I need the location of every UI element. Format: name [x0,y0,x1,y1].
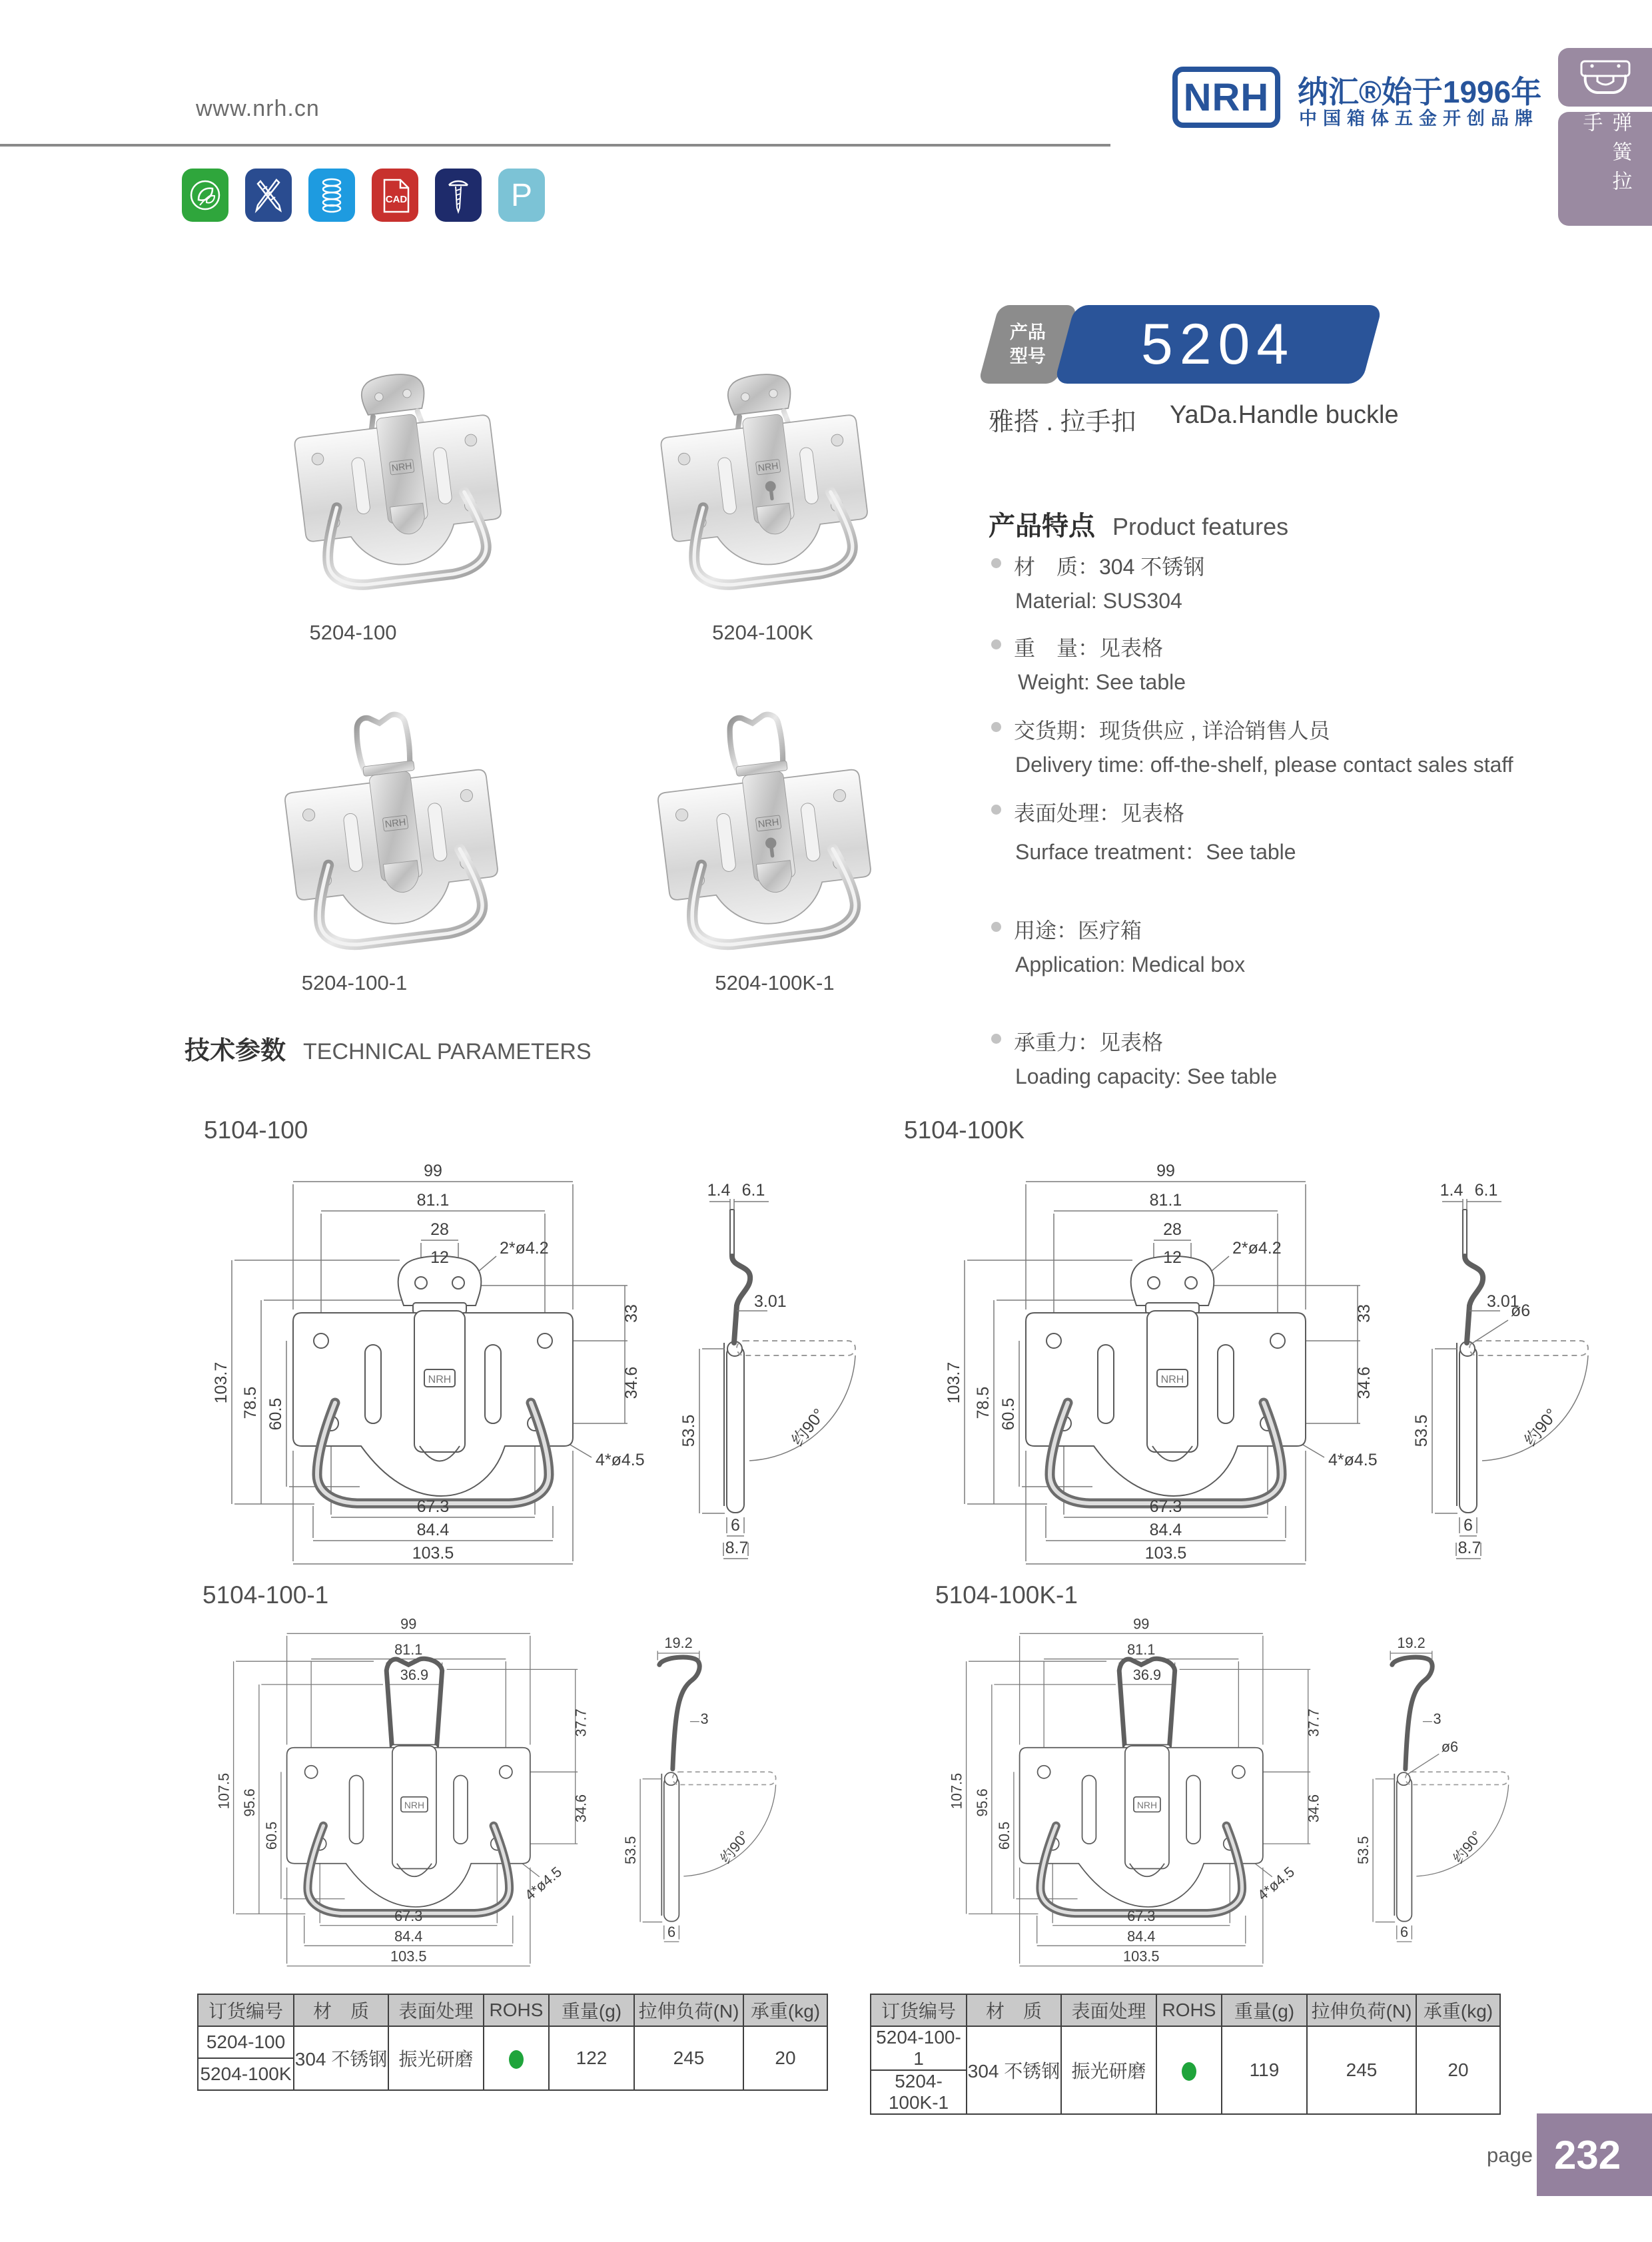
tech-section-title [185,1030,592,1066]
col-header: 拉伸负荷(N) [634,1994,743,2026]
photo-label: 5204-100 [309,621,397,644]
page-number-box [1537,2113,1652,2196]
svg-text:67.3: 67.3 [1127,1907,1156,1924]
col-header: 承重(kg) [743,1994,827,2026]
svg-text:67.3: 67.3 [394,1907,423,1924]
svg-text:NRH: NRH [1160,1374,1184,1385]
svg-text:99: 99 [1156,1162,1175,1180]
svg-text:60.5: 60.5 [995,1821,1013,1850]
svg-text:107.5: 107.5 [215,1772,232,1810]
svg-text:53.5: 53.5 [622,1836,639,1864]
svg-text:12: 12 [430,1248,449,1267]
rohs-cell [484,2026,549,2090]
feature-item-en: Loading capacity: See table [1015,1064,1278,1088]
bullet-dot [991,639,1001,649]
col-header: 重量(g) [549,1994,634,2026]
svg-text:3.01: 3.01 [1487,1292,1519,1311]
svg-text:6: 6 [1463,1516,1473,1535]
nrh-logo [1172,67,1280,128]
bullet-dot [991,922,1001,932]
svg-text:6: 6 [1400,1924,1409,1941]
svg-text:34.6: 34.6 [622,1366,641,1399]
col-header: 表面处理 [388,1994,484,2026]
feature-item-en: Application: Medical box [1015,952,1246,976]
weight-cell: 122 [549,2026,634,2090]
svg-text:103.7: 103.7 [212,1361,230,1404]
drawing-title: 5104-100-1 [203,1581,329,1609]
model-cell: 5204-100K [198,2058,294,2090]
svg-text:12: 12 [1163,1248,1182,1267]
svg-text:3.01: 3.01 [754,1292,787,1311]
design-tools-icon [245,169,292,222]
header-divider [0,144,1110,147]
brand-subtitle: 中国箱体五金开创品牌 [1299,109,1539,129]
svg-text:84.4: 84.4 [1127,1928,1156,1945]
feature-item-cn: 表面处理：见表格 [1014,801,1185,825]
svg-text:19.2: 19.2 [664,1635,693,1652]
svg-text:84.4: 84.4 [416,1521,450,1539]
bullet-dot [991,558,1001,568]
material-cell: 304 不锈钢 [967,2026,1061,2114]
spring-icon [308,169,355,222]
rohs-dot [1182,2062,1196,2081]
svg-text:NRH: NRH [384,817,407,831]
svg-text:NRH: NRH [757,817,780,831]
col-header: ROHS [1156,1994,1222,2026]
col-header: 表面处理 [1061,1994,1156,2026]
svg-text:103.5: 103.5 [1144,1544,1187,1563]
feature-item-cn: 材 质：304 不锈钢 [1014,555,1205,579]
sidebar-tab-label: 弹簧拉手 [1579,112,1631,200]
p-part-icon [498,169,545,222]
rohs-cell [1156,2026,1222,2114]
svg-text:4*ø4.5: 4*ø4.5 [1328,1451,1378,1469]
svg-text:3: 3 [1433,1710,1442,1728]
product-model: 5204 [1141,312,1296,376]
model-cell: 5204-100-1 [871,2026,967,2070]
svg-text:60.5: 60.5 [266,1397,285,1431]
svg-text:67.3: 67.3 [1149,1497,1182,1516]
svg-text:34.6: 34.6 [572,1794,590,1823]
svg-text:1.4: 1.4 [1440,1181,1463,1200]
tech-drawing-5104-100K-1 [933,1600,1512,1982]
tech-title-en: TECHNICAL PARAMETERS [303,1039,592,1064]
svg-text:ø6: ø6 [1441,1738,1459,1755]
col-header: 订货编号 [198,1994,294,2026]
tensile-cell: 245 [634,2026,743,2090]
brand-tagline: 纳汇®始于1996年 [1298,75,1542,109]
svg-text:53.5: 53.5 [1412,1414,1431,1447]
svg-text:103.5: 103.5 [390,1948,427,1965]
svg-text:4*ø4.5: 4*ø4.5 [596,1451,645,1469]
spec-table-left [197,1994,828,2091]
svg-text:3: 3 [700,1710,709,1728]
surface-cell: 振光研磨 [388,2026,484,2090]
photo-label: 5204-100K [712,621,813,644]
sidebar-tab-spring-handle[interactable] [1558,112,1652,226]
features-title [989,505,1288,543]
sidebar-tab-category-icon[interactable] [1558,48,1652,107]
svg-text:81.1: 81.1 [1149,1191,1182,1210]
col-header: 承重(kg) [1416,1994,1500,2026]
product-photo-5204-100K-1 [590,683,929,976]
svg-text:NRH: NRH [757,460,779,474]
svg-text:约90°: 约90° [788,1405,829,1450]
photo-label: 5204-100K-1 [715,971,835,994]
tech-drawing-5104-100K [926,1143,1592,1583]
weight-cell: 119 [1222,2026,1307,2114]
svg-text:8.7: 8.7 [725,1539,749,1557]
svg-text:103.7: 103.7 [945,1361,963,1404]
svg-text:6.1: 6.1 [741,1181,765,1200]
load-cell: 20 [743,2026,827,2090]
svg-text:约90°: 约90° [1521,1405,1562,1450]
svg-text:28: 28 [1163,1220,1182,1239]
eco-leaf-icon [182,169,228,222]
feature-item-cn: 承重力：见表格 [1014,1030,1164,1054]
svg-text:34.6: 34.6 [1305,1794,1322,1823]
svg-text:95.6: 95.6 [240,1788,258,1817]
col-header: 重量(g) [1222,1994,1307,2026]
feature-item-cn: 重 量：见表格 [1014,636,1164,660]
drawing-title: 5104-100K-1 [935,1581,1078,1609]
svg-text:99: 99 [400,1615,417,1633]
material-cell: 304 不锈钢 [294,2026,388,2090]
feature-item-cn: 用途：医疗箱 [1014,919,1142,942]
svg-text:37.7: 37.7 [572,1708,590,1737]
svg-text:2*ø4.2: 2*ø4.2 [1232,1239,1282,1258]
tech-drawing-5104-100 [193,1143,859,1583]
svg-text:NRH: NRH [1136,1800,1158,1811]
rohs-dot [509,2050,524,2069]
badge-line2: 型号 [1010,346,1046,366]
svg-text:约90°: 约90° [1449,1827,1485,1867]
features-title-en: Product features [1112,513,1289,540]
photo-label: 5204-100-1 [301,971,408,994]
svg-text:78.5: 78.5 [974,1386,993,1419]
svg-text:99: 99 [424,1162,442,1180]
tech-drawing-5104-100-1 [200,1600,779,1982]
col-header: 材 质 [967,1994,1061,2026]
model-cell: 5204-100 [198,2026,294,2058]
feature-item-en: Delivery time: off-the-shelf, please contact sales staff [1015,753,1513,777]
svg-text:81.1: 81.1 [1127,1641,1156,1658]
page-number: 232 [1554,2132,1621,2177]
product-name-en: YaDa.Handle buckle [1170,401,1399,429]
bullet-dot [991,722,1001,732]
col-header: 订货编号 [871,1994,967,2026]
col-header: ROHS [484,1994,549,2026]
svg-text:8.7: 8.7 [1457,1539,1481,1557]
svg-text:67.3: 67.3 [416,1497,450,1516]
product-photo-5204-100 [226,346,560,599]
svg-text:1.4: 1.4 [707,1181,731,1200]
svg-text:99: 99 [1133,1615,1150,1633]
svg-text:NRH: NRH [390,460,413,474]
product-model-badge [1054,305,1383,384]
svg-text:81.1: 81.1 [394,1641,423,1658]
svg-text:84.4: 84.4 [394,1928,423,1945]
load-cell: 20 [1416,2026,1500,2114]
svg-text:60.5: 60.5 [262,1821,280,1850]
svg-text:33: 33 [622,1304,641,1323]
spec-table-right [870,1994,1501,2115]
svg-text:2*ø4.2: 2*ø4.2 [500,1239,549,1258]
svg-text:36.9: 36.9 [1132,1667,1162,1684]
svg-text:103.5: 103.5 [412,1544,454,1563]
svg-text:95.6: 95.6 [973,1788,991,1817]
features-title-cn: 产品特点 [989,512,1095,541]
bullet-dot [991,1034,1001,1044]
page-label: page [1487,2143,1533,2167]
svg-text:37.7: 37.7 [1305,1708,1322,1737]
feature-item-en: Surface treatment：See table [1015,840,1296,864]
svg-text:33: 33 [1355,1304,1374,1323]
tech-title-cn: 技术参数 [185,1037,286,1065]
bullet-dot [991,805,1001,815]
product-name-cn: 雅搭 . 拉手扣 [989,408,1136,436]
svg-text:6: 6 [667,1924,676,1941]
svg-text:P: P [510,178,533,213]
cad-file-icon [372,169,418,222]
tensile-cell: 245 [1307,2026,1416,2114]
svg-text:103.5: 103.5 [1123,1948,1160,1965]
svg-text:107.5: 107.5 [948,1772,965,1810]
col-header: 材 质 [294,1994,388,2026]
product-photo-5204-100-1 [216,683,556,976]
svg-text:4*ø4.5: 4*ø4.5 [1254,1863,1298,1904]
svg-text:84.4: 84.4 [1149,1521,1182,1539]
latch-icon [1577,57,1633,97]
svg-text:53.5: 53.5 [1355,1836,1372,1864]
svg-text:28: 28 [430,1220,449,1239]
model-cell: 5204-100K-1 [871,2070,967,2114]
feature-item-en: Weight: See table [1018,670,1186,694]
svg-text:4*ø4.5: 4*ø4.5 [521,1863,565,1904]
screw-icon [435,169,482,222]
svg-text:约90°: 约90° [717,1827,753,1867]
col-header: 拉伸负荷(N) [1307,1994,1416,2026]
svg-text:19.2: 19.2 [1397,1635,1426,1652]
feature-item-en: Material: SUS304 [1015,589,1182,613]
svg-text:6: 6 [731,1516,740,1535]
feature-item-cn: 交货期：现货供应 , 详洽销售人员 [1014,719,1330,743]
svg-text:NRH: NRH [404,1800,425,1811]
drawing-title: 5104-100K [904,1116,1025,1144]
svg-text:81.1: 81.1 [416,1191,450,1210]
product-photo-5204-100K [593,346,926,599]
svg-text:53.5: 53.5 [679,1414,698,1447]
drawing-title: 5104-100 [204,1116,308,1144]
feature-icon-row [182,169,545,222]
svg-text:NRH: NRH [428,1374,452,1385]
nrh-logo-text: NRH [1183,75,1270,119]
svg-text:ø6: ø6 [1511,1302,1531,1320]
svg-text:CAD: CAD [385,194,408,205]
surface-cell: 振光研磨 [1061,2026,1156,2114]
site-url[interactable]: www.nrh.cn [196,96,320,121]
svg-text:78.5: 78.5 [241,1386,260,1419]
badge-line1: 产品 [1010,322,1046,342]
svg-text:6.1: 6.1 [1474,1181,1498,1200]
svg-text:60.5: 60.5 [999,1397,1018,1431]
svg-text:36.9: 36.9 [400,1667,429,1684]
svg-text:34.6: 34.6 [1355,1366,1374,1399]
